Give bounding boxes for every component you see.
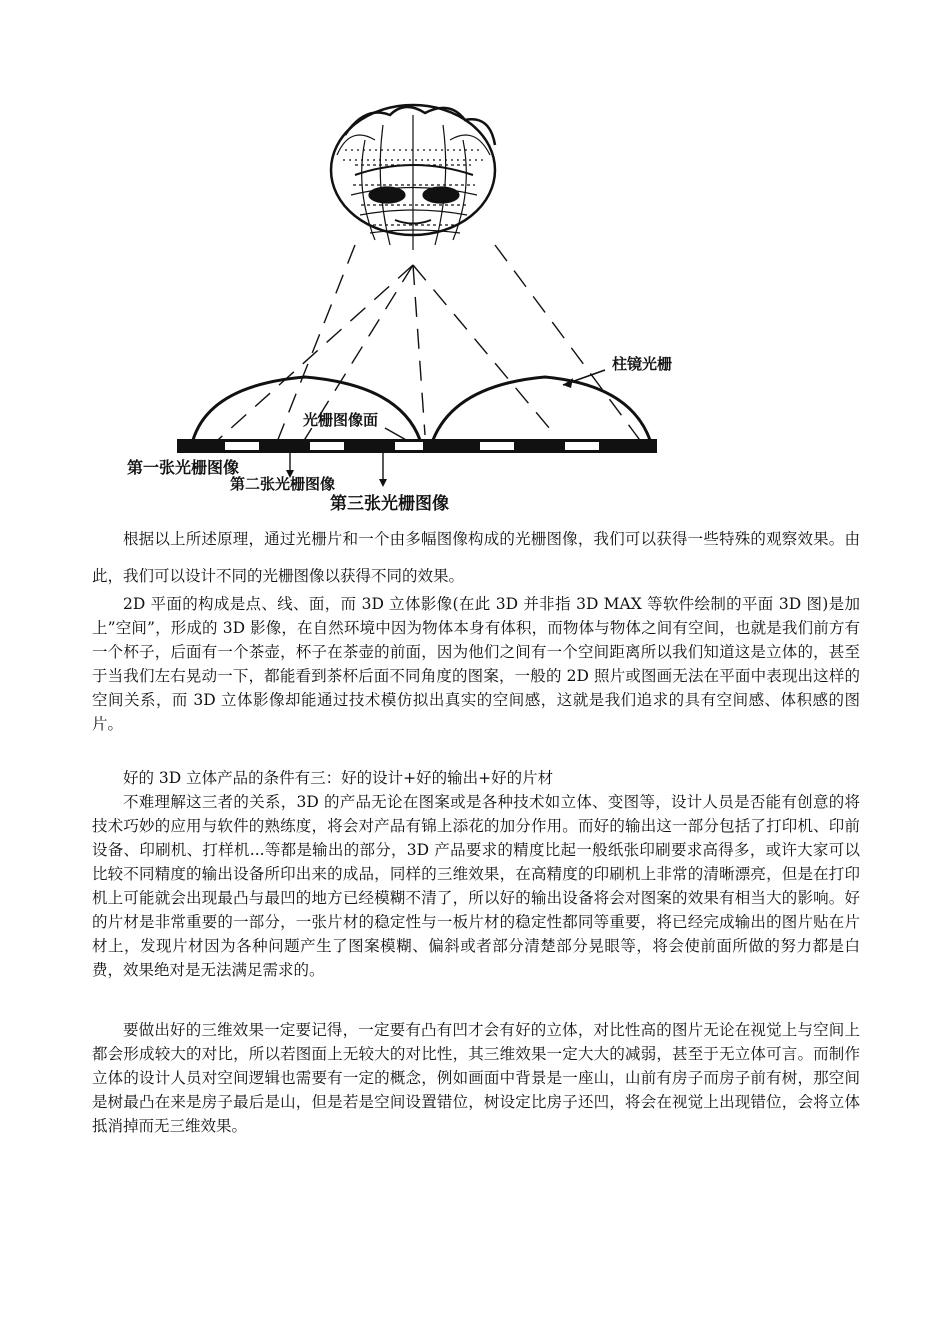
first-image-label: 第一张光栅图像 [127, 458, 240, 477]
second-image-label: 第二张光栅图像 [230, 475, 336, 493]
lenticular-label: 柱镜光栅 [612, 355, 673, 373]
image-plane-label: 光栅图像面 [303, 411, 379, 429]
paragraph-conditions: 好的 3D 立体产品的条件有三：好的设计+好的输出+好的片材 [123, 769, 554, 787]
third-image-label: 第三张光栅图像 [330, 494, 449, 514]
paragraph-contrast: 要做出好的三维效果一定要记得，一定要有凸有凹才会有好的立体，对比性高的图片无论在视觉上与空间上都会形成较大的对比，所以若图面上无较大的对比性，其三维效果一定大大的减弱，甚至于无立体可言。而制作立体的设计人员对空间逻辑也需要有一定的概念，例如画面中背景是一座山，山前有房子而房子前有树，那空间是树最凸在来是房子最后是山，但是若是空间设置错位，树设定比房子还凹，将会在视觉上出现错位，会将立体抵消掉而无三维效果。 [92, 1021, 860, 1135]
projection-lines [210, 245, 645, 447]
grating-image-strip [177, 439, 657, 453]
paragraph-principle: 根据以上所述原理，通过光栅片和一个由多幅图像构成的光栅图像，我们可以获得一些特殊的观察效果。由此，我们可以设计不同的光栅图像以获得不同的效果。 [92, 530, 860, 585]
paragraph-2d-3d: 2D 平面的构成是点、线、面，而 3D 立体影像(在此 3D 并非指 3D MAX 等软件绘制的平面 3D 图)是加上”空间”，形成的 3D 影像，在自然环境中因为物体本身有体积，而物体与物体之间有空间，也就是我们前方有一个杯子，后面有一个茶壶，杯子在茶壶的前面，因为他们之间有一个空间距离所以我们知道这是立体的，甚至于当我们左右晃动一下，都能看到茶杯后面不同角度的图案，一般的 2D 照片或图画无法在平面中表现出这样的空间关系，而 3D 立体影像却能通过技术模仿拟出真实的空间感，这就是我们追求的具有空间感、体积感的图片。 [92, 595, 860, 733]
wireframe-head-image [331, 105, 495, 250]
paragraph-relationship: 不难理解这三者的关系，3D 的产品无论在图案或是各种技术如立体、变图等，设计人员是否能有创意的将技术巧妙的应用与软件的熟练度，将会对产品有锦上添花的加分作用。而好的输出这一部分包括了打印机、印前设备、印刷机、打样机...等都是输出的部分，3D 产品要求的精度比起一般纸张印刷要求高得多，或许大家可以比较不同精度的输出设备所印出来的成品，同样的三维效果，在高精度的印刷机上非常的清晰漂亮，但是在打印机上可能就会出现最凸与最凹的地方已经模糊不清了，所以好的输出设备将会对图案的效果有相当大的影响。好的片材是非常重要的一部分，一张片材的稳定性与一板片材的稳定性都同等重要，将已经完成输出的图片贴在片材上，发现片材因为各种问题产生了图案模糊、偏斜或者部分清楚部分晃眼等，将会使前面所做的努力都是白费，效果绝对是无法满足需求的。 [92, 793, 860, 979]
third-image-arrow-head [379, 479, 387, 487]
lenticular-diagram [115, 95, 675, 515]
lenticular-lens-arcs [193, 377, 650, 440]
